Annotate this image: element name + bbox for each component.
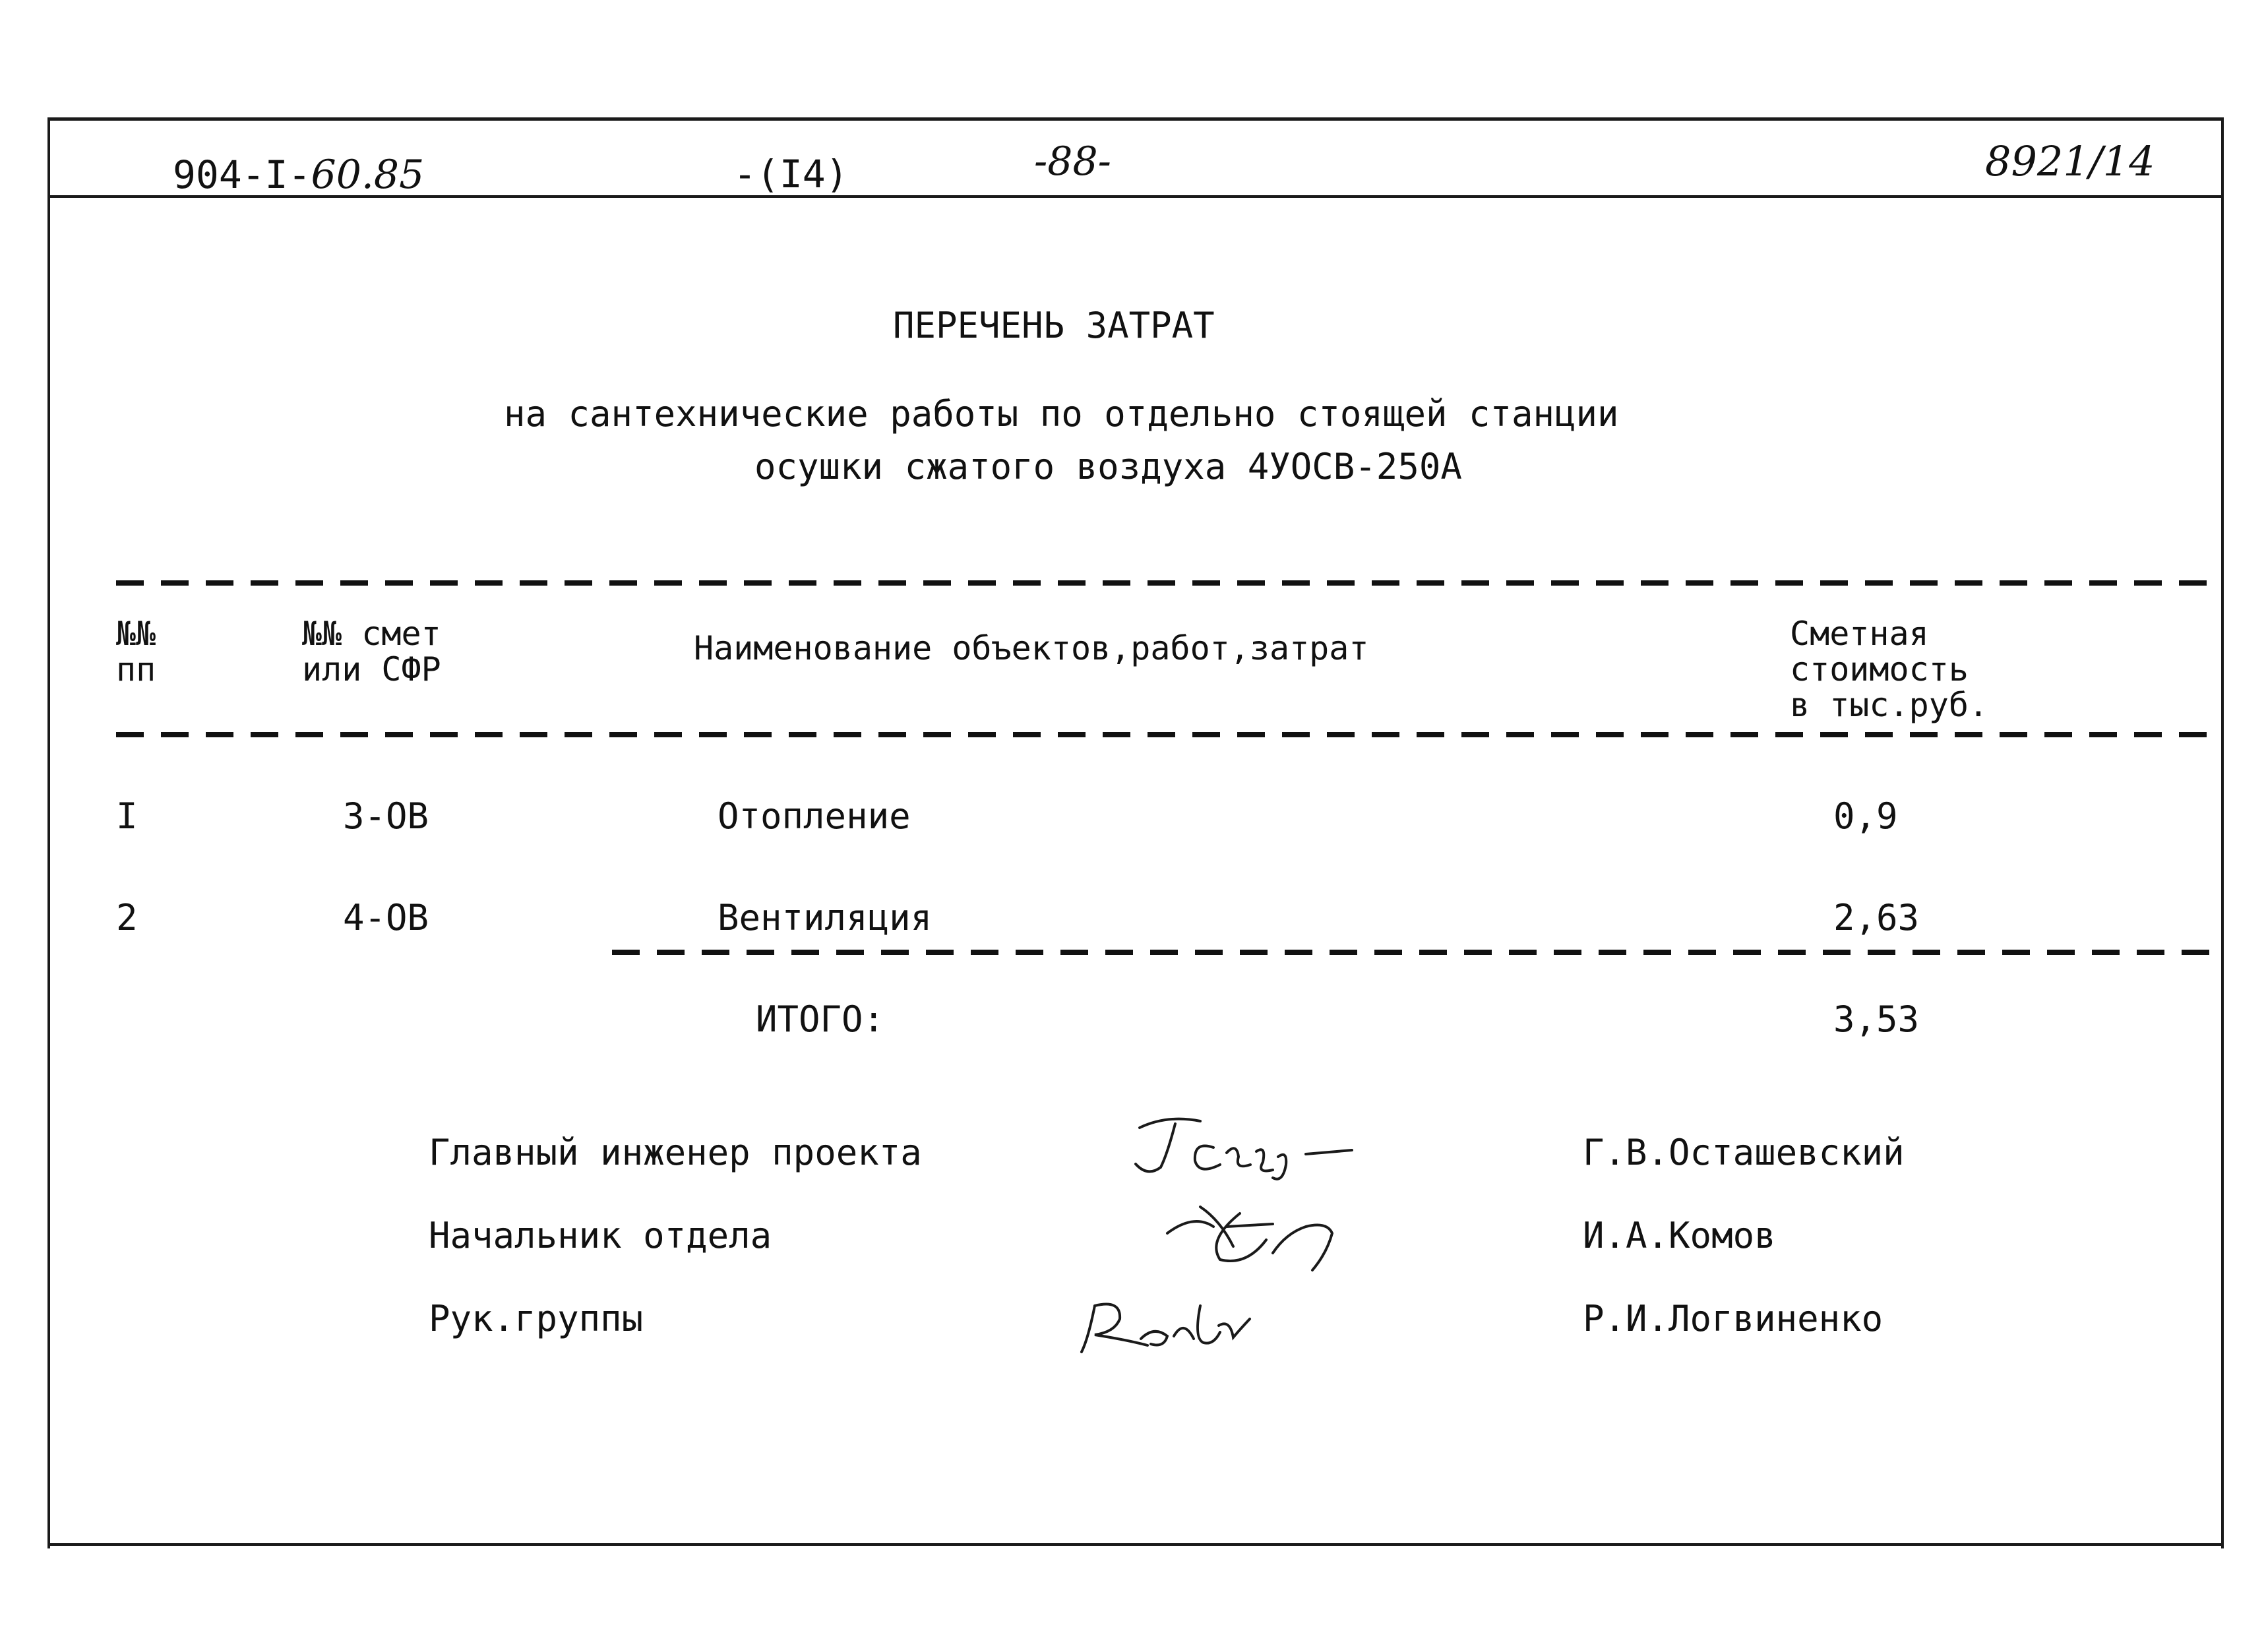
signature-name: Р.И.Логвиненко xyxy=(1583,1298,1883,1339)
row-name: Вентиляция xyxy=(718,897,933,938)
total-rule xyxy=(612,950,2220,955)
table-top-rule xyxy=(116,580,2220,586)
frame-right-border xyxy=(2221,117,2224,1548)
header-num-line-1: №№ xyxy=(116,615,156,653)
signature-role: Главный инженер проекта xyxy=(429,1132,922,1173)
header-estimate-line-2: или СФР xyxy=(302,650,441,688)
doc-code-prefix: 904-I- xyxy=(173,152,311,197)
doc-code-suffix: 60.85 xyxy=(311,152,425,198)
signature-role: Рук.группы xyxy=(429,1298,644,1339)
frame-bottom-border xyxy=(47,1543,2224,1546)
header-cost-line-3: в тыс.руб. xyxy=(1790,686,1989,724)
subtitle-line-2: осушки сжатого воздуха 4УОСВ-250А xyxy=(754,446,1462,487)
frame-left-border xyxy=(47,117,50,1548)
signature-name: Г.В.Осташевский xyxy=(1583,1132,1905,1173)
header-estimate-line-1: №№ смет xyxy=(302,615,441,653)
row-name: Отопление xyxy=(718,795,911,837)
row-num: 2 xyxy=(116,897,138,938)
handwritten-signature-department-head xyxy=(1154,1187,1365,1279)
frame-top-border xyxy=(47,117,2224,121)
row-num: I xyxy=(116,795,138,837)
total-label: ИТОГО: xyxy=(756,998,885,1040)
signature-role: Начальник отдела xyxy=(429,1215,772,1256)
archive-number: 8921/14 xyxy=(1985,137,2155,185)
row-estimate: 4-ОВ xyxy=(343,897,429,938)
total-cost: 3,53 xyxy=(1833,998,1920,1040)
handwritten-signature-group-head xyxy=(1068,1279,1279,1365)
table-header-rule xyxy=(116,732,2220,737)
header-name: Наименование объектов,работ,затрат xyxy=(694,629,1369,667)
row-cost: 2,63 xyxy=(1833,897,1920,938)
sheet-ref: -(I4) xyxy=(733,152,849,197)
page-number: -88- xyxy=(1034,138,1111,185)
row-cost: 0,9 xyxy=(1833,795,1898,837)
header-cost-line-2: стоимость xyxy=(1790,650,1969,688)
header-num-line-2: пп xyxy=(116,650,156,688)
subtitle-line-1: на сантехнические работы по отдельно стоящей станции xyxy=(504,393,1619,435)
header-cost-line-1: Сметная xyxy=(1790,615,1929,653)
page-title: ПЕРЕЧЕНЬ ЗАТРАТ xyxy=(893,305,1215,346)
row-estimate: 3-ОВ xyxy=(343,795,429,837)
handwritten-signature-chief-engineer xyxy=(1121,1101,1372,1187)
doc-code xyxy=(173,152,424,198)
signature-name: И.А.Комов xyxy=(1583,1215,1776,1256)
